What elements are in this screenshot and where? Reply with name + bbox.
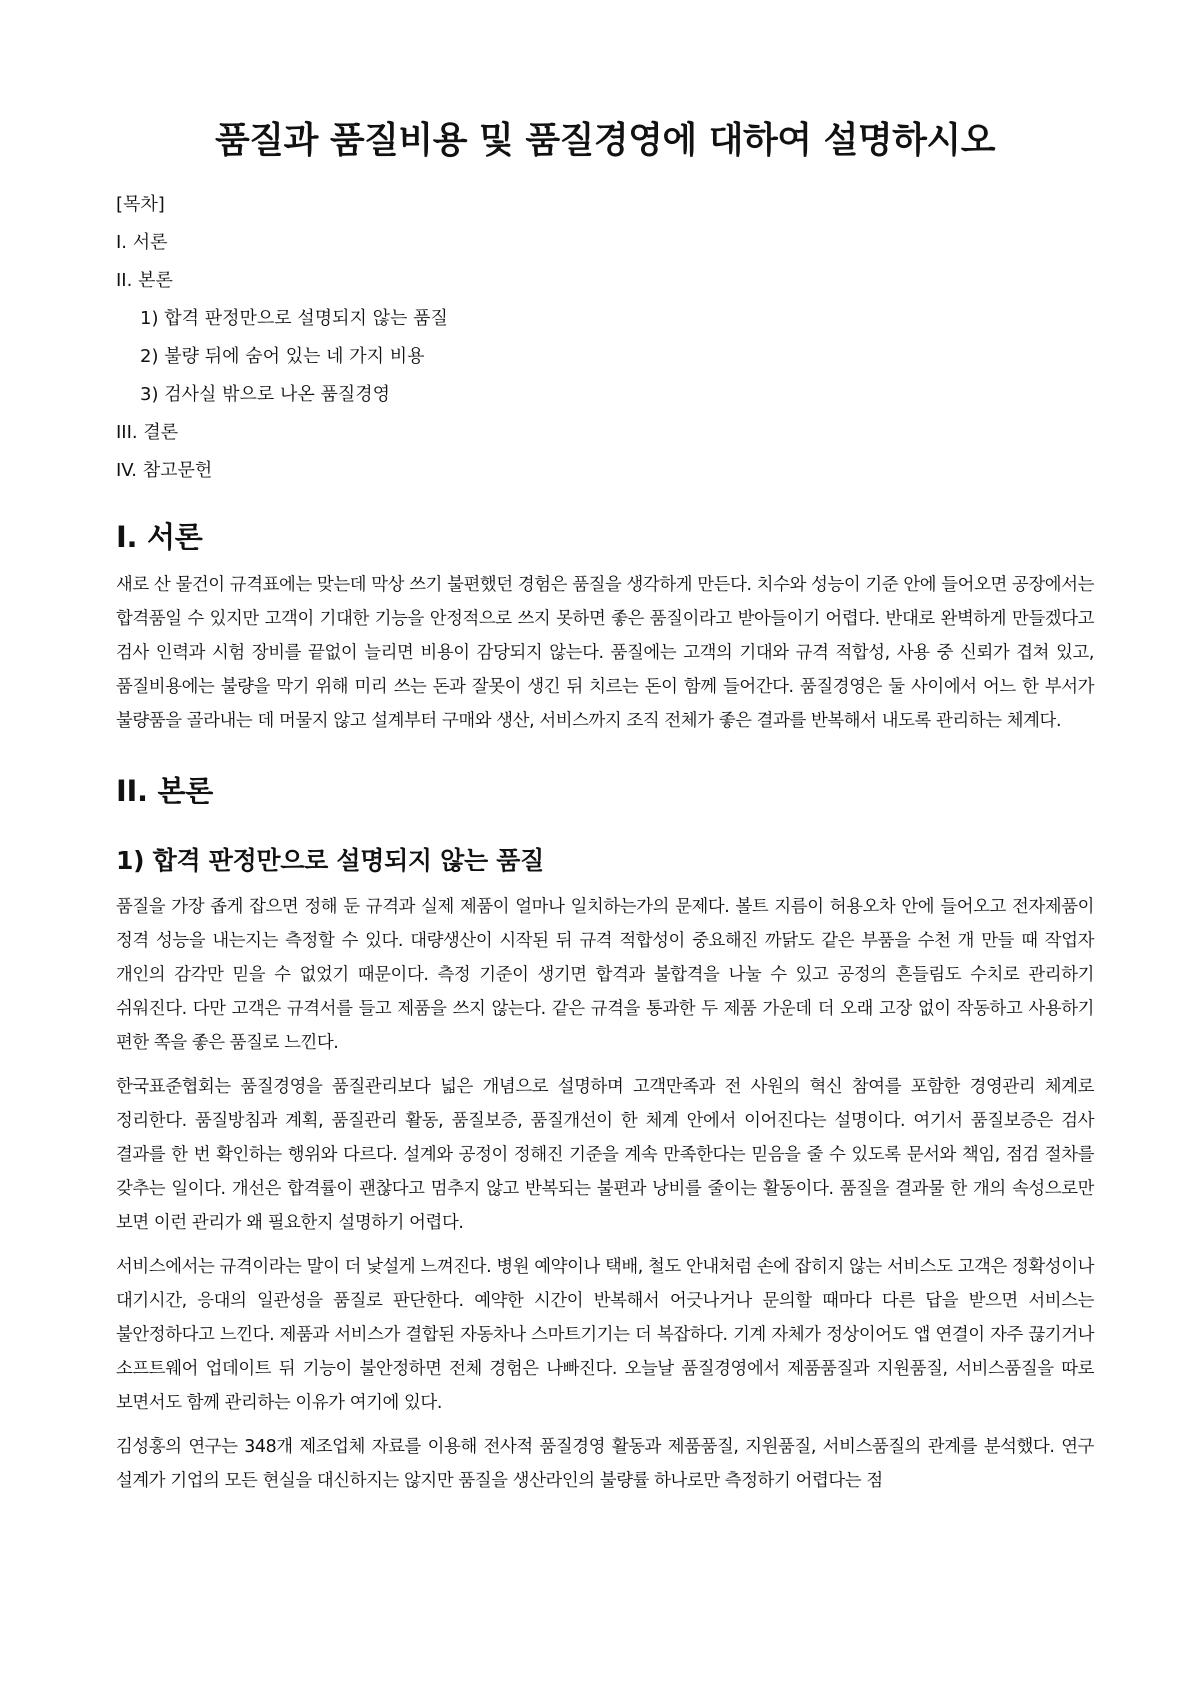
toc-item-references: IV. 참고문헌	[116, 460, 213, 481]
introduction-section	[116, 514, 1094, 738]
introduction-paragraph: 새로 산 물건이 규격표에는 맞는데 막상 쓰기 불편했던 경험은 품질을 생각하게 만든다. 치수와 성능이 기준 안에 들어오면 공장에서는 합격품일 수 있지만 고객이 기대한 기능을 안정적으로 쓰지 못하면 좋은 품질이라고 받아들이기 어렵다. 반대로 완벽하게 만들겠다고 검사 인력과 시험 장비를 끝없이 늘리면 비용이 감당되지 않는다. 품질에는 고객의 기대와 규격 적합성, 사용 중 신뢰가 겹쳐 있고, 품질비용에는 불량을 막기 위해 미리 쓰는 돈과 잘못이 생긴 뒤 치르는 돈이 함께 들어간다. 품질경영은 둘 사이에서 어느 한 부서가 불량품을 골라내는 데 머물지 않고 설계부터 구매와 생산, 서비스까지 조직 전체가 좋은 결과를 반복해서 내도록 관리하는 체계다.	[116, 575, 1094, 731]
toc-item-conclusion: III. 결론	[116, 422, 179, 443]
table-of-contents	[116, 186, 1094, 490]
body-heading: II. 본론	[116, 774, 213, 808]
body-paragraph: 품질을 가장 좁게 잡으면 정해 둔 규격과 실제 제품이 얼마나 일치하는가의 문제다. 볼트 지름이 허용오차 안에 들어오고 전자제품이 정격 성능을 내는지는 측정할 수 있다. 대량생산이 시작된 뒤 규격 적합성이 중요해진 까닭도 같은 부품을 수천 개 만들 때 작업자 개인의 감각만 믿을 수 없었기 때문이다. 측정 기준이 생기면 합격과 불합격을 나눌 수 있고 공정의 흔들림도 수치로 관리하기 쉬워진다. 다만 고객은 규격서를 들고 제품을 쓰지 않는다. 같은 규격을 통과한 두 제품 가운데 더 오래 고장 없이 작동하고 사용하기 편한 쪽을 좋은 품질로 느낀다.	[116, 897, 1094, 1053]
introduction-heading: I. 서론	[116, 520, 203, 554]
toc-label: [목차]	[116, 194, 165, 215]
body-section	[116, 768, 1094, 1498]
body-paragraph: 김성홍의 연구는 348개 제조업체 자료를 이용해 전사적 품질경영 활동과 제품품질, 지원품질, 서비스품질의 관계를 분석했다. 연구 설계가 기업의 모든 현실을 대신하지는 않지만 품질을 생산라인의 불량률 하나로만 측정하기 어렵다는 점	[116, 1437, 1094, 1491]
body-paragraph: 한국표준협회는 품질경영을 품질관리보다 넓은 개념으로 설명하며 고객만족과 전 사원의 혁신 참여를 포함한 경영관리 체계로 정리한다. 품질방침과 계획, 품질관리 활동, 품질보증, 품질개선이 한 체계 안에서 이어진다는 설명이다. 여기서 품질보증은 검사 결과를 한 번 확인하는 행위와 다르다. 설계와 공정이 정해진 기준을 계속 만족한다는 믿음을 줄 수 있도록 문서와 책임, 점검 절차를 갖추는 일이다. 개선은 합격률이 괜찮다고 멈추지 않고 반복되는 불편과 낭비를 줄이는 활동이다. 품질을 결과물 한 개의 속성으로만 보면 이런 관리가 왜 필요한지 설명하기 어렵다.	[116, 1077, 1094, 1233]
toc-item-body: II. 본론	[116, 270, 173, 291]
body-subsection-1-heading: 1) 합격 판정만으로 설명되지 않는 품질	[116, 846, 544, 875]
body-paragraph: 서비스에서는 규격이라는 말이 더 낯설게 느껴진다. 병원 예약이나 택배, 철도 안내처럼 손에 잡히지 않는 서비스도 고객은 정확성이나 대기시간, 응대의 일관성을 품질로 판단한다. 예약한 시간이 반복해서 어긋나거나 문의할 때마다 다른 답을 받으면 서비스는 불안정하다고 느낀다. 제품과 서비스가 결합된 자동차나 스마트기기는 더 복잡하다. 기계 자체가 정상이어도 앱 연결이 자주 끊기거나 소프트웨어 업데이트 뒤 기능이 불안정하면 전체 경험은 나빠진다. 오늘날 품질경영에서 제품품질과 지원품질, 서비스품질을 따로 보면서도 함께 관리하는 이유가 여기에 있다.	[116, 1257, 1094, 1413]
document-title: 품질과 품질비용 및 품질경영에 대하여 설명하시오	[215, 120, 995, 161]
toc-item-body-1: 1) 합격 판정만으로 설명되지 않는 품질	[140, 308, 448, 329]
toc-item-introduction: I. 서론	[116, 232, 168, 253]
toc-item-body-2: 2) 불량 뒤에 숨어 있는 네 가지 비용	[140, 346, 425, 367]
toc-item-body-3: 3) 검사실 밖으로 나온 품질경영	[140, 384, 391, 405]
